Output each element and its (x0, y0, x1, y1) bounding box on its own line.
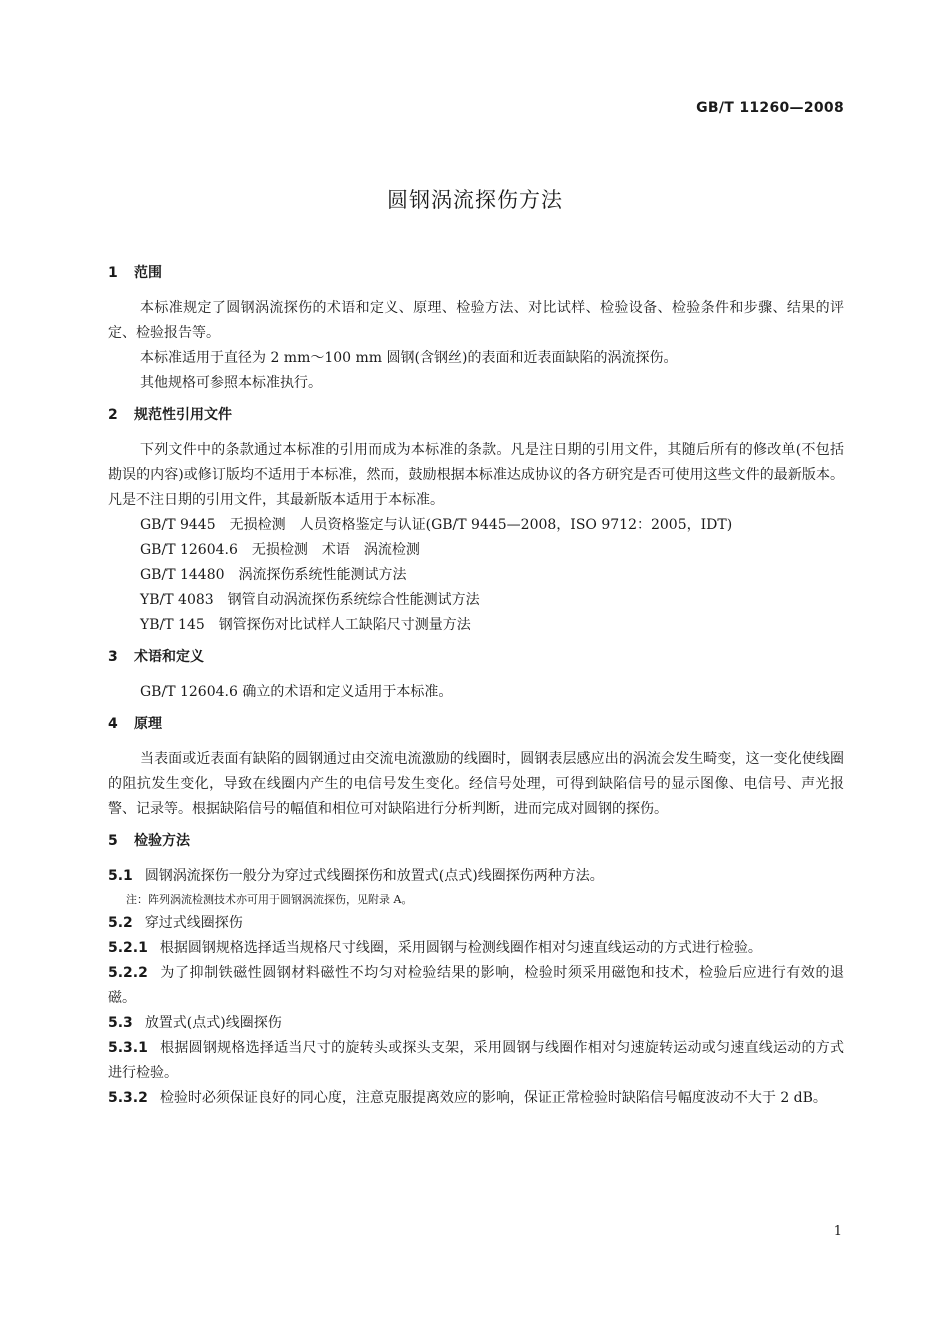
reference-code: YB/T 4083 (140, 592, 214, 608)
reference-item (108, 513, 844, 538)
reference-code: GB/T 12604.6 (140, 542, 238, 558)
section-number: 5 (108, 833, 118, 849)
clause-number: 5.3 (108, 1015, 133, 1031)
reference-title: 涡流探伤系统性能测试方法 (238, 567, 407, 583)
reference-item (108, 538, 844, 563)
section-title: 原理 (134, 716, 162, 732)
reference-item (108, 588, 844, 613)
clause-number: 5.3.1 (108, 1040, 148, 1056)
clause-5-3 (108, 1011, 844, 1036)
paragraph: 当表面或近表面有缺陷的圆钢通过由交流电流激励的线圈时，圆钢表层感应出的涡流会发生畸变，这一变化使线圈的阻抗发生变化，导致在线圈内产生的电信号发生变化。经信号处理，可得到缺陷信号的显示图像、电信号、声光报警、记录等。根据缺陷信号的幅值和相位可对缺陷进行分析判断，进而完成对圆钢的探伤。 (108, 751, 844, 817)
reference-code: GB/T 9445 (140, 517, 216, 533)
clause-number: 5.2 (108, 915, 133, 931)
clause-number: 5.3.2 (108, 1090, 148, 1106)
clause-number: 5.2.1 (108, 940, 148, 956)
clause-text: 为了抑制铁磁性圆钢材料磁性不均匀对检验结果的影响，检验时须采用磁饱和技术，检验后应进行有效的退磁。 (108, 965, 844, 1006)
paragraph: GB/T 12604.6 确立的术语和定义适用于本标准。 (140, 684, 453, 700)
clause-number: 5.1 (108, 868, 133, 884)
section-heading-2 (108, 400, 844, 430)
section-title: 范围 (134, 265, 162, 281)
clause-5-2-1 (108, 936, 844, 961)
section-title: 检验方法 (134, 833, 190, 849)
section-heading-1 (108, 258, 844, 288)
paragraph: 下列文件中的条款通过本标准的引用而成为本标准的条款。凡是注日期的引用文件，其随后所有的修改单(不包括勘误的内容)或修订版均不适用于本标准，然而，鼓励根据本标准达成协议的各方研究是否可使用这些文件的最新版本。凡是不注日期的引用文件，其最新版本适用于本标准。 (108, 442, 844, 508)
reference-title: 无损检测 术语 涡流检测 (251, 542, 420, 558)
document-body (108, 254, 844, 1111)
section-title: 术语和定义 (134, 649, 204, 665)
reference-item (108, 613, 844, 638)
reference-title: 无损检测 人员资格鉴定与认证(GB/T 9445—2008，ISO 9712：2005，IDT) (229, 517, 733, 533)
section-title: 规范性引用文件 (134, 407, 232, 423)
reference-title: 钢管自动涡流探伤系统综合性能测试方法 (227, 592, 480, 608)
paragraph: 本标准规定了圆钢涡流探伤的术语和定义、原理、检验方法、对比试样、检验设备、检验条件和步骤、结果的评定、检验报告等。 (108, 300, 844, 341)
reference-code: GB/T 14480 (140, 567, 225, 583)
paragraph: 本标准适用于直径为 2 mm～100 mm 圆钢(含钢丝)的表面和近表面缺陷的涡流探伤。 (140, 350, 678, 366)
section-number: 3 (108, 649, 118, 665)
clause-text: 放置式(点式)线圈探伤 (144, 1015, 282, 1031)
section-heading-4 (108, 709, 844, 739)
clause-text: 穿过式线圈探伤 (144, 915, 243, 931)
reference-item (108, 563, 844, 588)
clause-5-3-1 (108, 1036, 844, 1086)
document-title: 圆钢涡流探伤方法 (387, 188, 563, 212)
section-heading-3 (108, 642, 844, 672)
reference-title: 钢管探伤对比试样人工缺陷尺寸测量方法 (218, 617, 471, 633)
standard-code: GB/T 11260—2008 (696, 100, 844, 116)
page-number: 1 (833, 1224, 842, 1239)
section-number: 2 (108, 407, 118, 423)
clause-5-2 (108, 911, 844, 936)
clause-5-2-2 (108, 961, 844, 1011)
clause-text: 根据圆钢规格选择适当尺寸的旋转头或探头支架，采用圆钢与线圈作相对匀速旋转运动或匀速直线运动的方式进行检验。 (108, 1040, 844, 1081)
reference-code: YB/T 145 (140, 617, 205, 633)
clause-text: 根据圆钢规格选择适当规格尺寸线圈，采用圆钢与检测线圈作相对匀速直线运动的方式进行检验。 (159, 940, 762, 956)
clause-number: 5.2.2 (108, 965, 148, 981)
section-number: 1 (108, 265, 118, 281)
section-number: 4 (108, 716, 118, 732)
clause-5-1 (108, 864, 844, 889)
note: 注：阵列涡流检测技术亦可用于圆钢涡流探伤，见附录 A。 (126, 893, 413, 906)
paragraph: 其他规格可参照本标准执行。 (140, 375, 322, 391)
clause-5-3-2 (108, 1086, 844, 1111)
clause-text: 检验时必须保证良好的同心度，注意克服提离效应的影响，保证正常检验时缺陷信号幅度波动不大于 2 dB。 (159, 1090, 827, 1106)
clause-text: 圆钢涡流探伤一般分为穿过式线圈探伤和放置式(点式)线圈探伤两种方法。 (144, 868, 604, 884)
section-heading-5 (108, 826, 844, 856)
